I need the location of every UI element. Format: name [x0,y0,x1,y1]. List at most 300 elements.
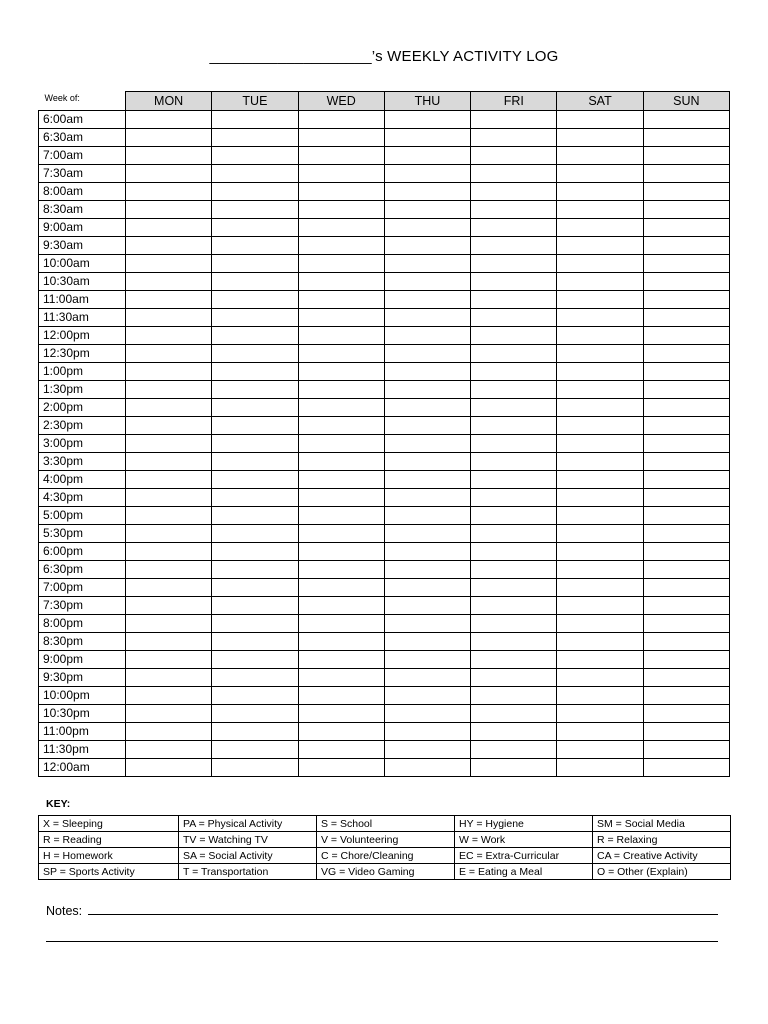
key-entry: O = Other (Explain) [593,864,731,880]
activity-cell[interactable] [471,416,557,434]
activity-cell[interactable] [126,326,212,344]
activity-cell[interactable] [557,740,643,758]
activity-cell[interactable] [212,362,298,380]
time-row [39,722,730,740]
activity-cell[interactable] [298,416,384,434]
activity-cell[interactable] [212,110,298,128]
activity-cell[interactable] [212,182,298,200]
activity-cell[interactable] [298,686,384,704]
key-entry: TV = Watching TV [179,832,317,848]
activity-cell[interactable] [298,668,384,686]
activity-cell[interactable] [212,200,298,218]
activity-cell[interactable] [298,344,384,362]
activity-cell[interactable] [384,452,470,470]
activity-cell[interactable] [643,488,729,506]
activity-cell[interactable] [126,398,212,416]
activity-cell[interactable] [126,704,212,722]
activity-cell[interactable] [643,146,729,164]
activity-cell[interactable] [557,668,643,686]
activity-cell[interactable] [212,542,298,560]
activity-cell[interactable] [212,632,298,650]
activity-cell[interactable] [643,722,729,740]
time-row [39,128,730,146]
activity-cell[interactable] [212,290,298,308]
activity-cell[interactable] [212,524,298,542]
key-entry: VG = Video Gaming [317,864,455,880]
activity-cell[interactable] [126,218,212,236]
activity-cell[interactable] [643,578,729,596]
activity-cell[interactable] [643,110,729,128]
activity-cell[interactable] [471,200,557,218]
activity-cell[interactable] [471,128,557,146]
activity-cell[interactable] [298,290,384,308]
activity-cell[interactable] [384,560,470,578]
activity-cell[interactable] [212,434,298,452]
activity-cell[interactable] [298,578,384,596]
activity-cell[interactable] [643,416,729,434]
activity-cell[interactable] [212,236,298,254]
activity-cell[interactable] [212,614,298,632]
activity-cell[interactable] [471,110,557,128]
activity-cell[interactable] [384,110,470,128]
time-label: 4:00pm [39,470,126,488]
activity-cell[interactable] [212,758,298,776]
activity-cell[interactable] [384,632,470,650]
activity-log-table [38,91,730,777]
activity-cell[interactable] [471,542,557,560]
time-row [39,146,730,164]
activity-cell[interactable] [298,254,384,272]
activity-cell[interactable] [471,722,557,740]
time-row [39,200,730,218]
activity-cell[interactable] [471,434,557,452]
activity-cell[interactable] [384,614,470,632]
activity-cell[interactable] [471,452,557,470]
activity-cell[interactable] [471,758,557,776]
activity-cell[interactable] [384,758,470,776]
activity-cell[interactable] [212,128,298,146]
activity-cell[interactable] [212,452,298,470]
time-label: 9:00am [39,218,126,236]
activity-cell[interactable] [384,236,470,254]
time-label: 11:00am [39,290,126,308]
activity-cell[interactable] [126,686,212,704]
activity-cell[interactable] [384,218,470,236]
activity-cell[interactable] [384,362,470,380]
activity-cell[interactable] [557,614,643,632]
time-label: 5:00pm [39,506,126,524]
activity-cell[interactable] [212,254,298,272]
activity-cell[interactable] [557,686,643,704]
time-row [39,524,730,542]
activity-cell[interactable] [212,272,298,290]
activity-cell[interactable] [384,272,470,290]
activity-cell[interactable] [212,506,298,524]
activity-cell[interactable] [384,146,470,164]
activity-cell[interactable] [212,308,298,326]
activity-cell[interactable] [298,722,384,740]
activity-cell[interactable] [298,542,384,560]
activity-cell[interactable] [126,524,212,542]
activity-cell[interactable] [643,542,729,560]
activity-cell[interactable] [643,236,729,254]
activity-cell[interactable] [212,704,298,722]
activity-cell[interactable] [557,344,643,362]
activity-cell[interactable] [384,398,470,416]
activity-cell[interactable] [126,380,212,398]
activity-cell[interactable] [557,236,643,254]
activity-cell[interactable] [126,272,212,290]
activity-cell[interactable] [298,272,384,290]
activity-cell[interactable] [212,344,298,362]
activity-cell[interactable] [298,236,384,254]
activity-cell[interactable] [471,398,557,416]
activity-cell[interactable] [471,470,557,488]
activity-cell[interactable] [557,272,643,290]
activity-cell[interactable] [212,578,298,596]
activity-cell[interactable] [384,200,470,218]
activity-cell[interactable] [384,326,470,344]
activity-cell[interactable] [126,452,212,470]
activity-cell[interactable] [126,560,212,578]
time-row [39,596,730,614]
activity-cell[interactable] [298,398,384,416]
activity-cell[interactable] [643,398,729,416]
activity-cell[interactable] [212,596,298,614]
activity-cell[interactable] [557,542,643,560]
activity-cell[interactable] [557,704,643,722]
activity-cell[interactable] [298,740,384,758]
activity-cell[interactable] [643,614,729,632]
activity-cell[interactable] [298,164,384,182]
activity-cell[interactable] [384,470,470,488]
activity-cell[interactable] [471,326,557,344]
activity-cell[interactable] [471,290,557,308]
activity-cell[interactable] [557,308,643,326]
time-label: 10:00am [39,254,126,272]
activity-cell[interactable] [126,362,212,380]
activity-cell[interactable] [384,740,470,758]
activity-cell[interactable] [384,542,470,560]
activity-cell[interactable] [298,146,384,164]
time-row [39,164,730,182]
activity-cell[interactable] [126,758,212,776]
activity-cell[interactable] [212,686,298,704]
activity-cell[interactable] [557,758,643,776]
activity-cell[interactable] [384,164,470,182]
activity-cell[interactable] [557,506,643,524]
key-entry: H = Homework [39,848,179,864]
activity-cell[interactable] [384,416,470,434]
activity-cell[interactable] [384,704,470,722]
activity-cell[interactable] [298,128,384,146]
activity-cell[interactable] [643,470,729,488]
activity-cell[interactable] [212,146,298,164]
activity-cell[interactable] [643,272,729,290]
activity-cell[interactable] [126,146,212,164]
activity-cell[interactable] [126,722,212,740]
activity-cell[interactable] [212,416,298,434]
key-entry: W = Work [455,832,593,848]
activity-cell[interactable] [557,182,643,200]
activity-cell[interactable] [471,578,557,596]
activity-cell[interactable] [384,488,470,506]
notes-line[interactable] [88,902,718,915]
activity-cell[interactable] [126,542,212,560]
activity-cell[interactable] [126,632,212,650]
activity-cell[interactable] [298,326,384,344]
activity-cell[interactable] [471,560,557,578]
activity-cell[interactable] [643,200,729,218]
activity-cell[interactable] [298,434,384,452]
activity-cell[interactable] [643,650,729,668]
activity-cell[interactable] [557,164,643,182]
activity-cell[interactable] [384,254,470,272]
activity-cell[interactable] [557,470,643,488]
activity-cell[interactable] [126,650,212,668]
activity-cell[interactable] [384,524,470,542]
activity-cell[interactable] [471,344,557,362]
activity-cell[interactable] [298,506,384,524]
activity-cell[interactable] [643,596,729,614]
time-label: 6:30am [39,128,126,146]
activity-cell[interactable] [471,236,557,254]
time-row [39,218,730,236]
activity-cell[interactable] [557,110,643,128]
activity-cell[interactable] [126,740,212,758]
activity-cell[interactable] [557,128,643,146]
activity-cell[interactable] [126,182,212,200]
activity-cell[interactable] [643,380,729,398]
activity-cell[interactable] [298,614,384,632]
activity-cell[interactable] [471,146,557,164]
activity-cell[interactable] [298,560,384,578]
activity-cell[interactable] [643,524,729,542]
activity-cell[interactable] [471,308,557,326]
time-label: 11:00pm [39,722,126,740]
activity-cell[interactable] [384,344,470,362]
activity-log-body [39,110,730,776]
activity-cell[interactable] [298,110,384,128]
activity-cell[interactable] [557,488,643,506]
activity-cell[interactable] [126,308,212,326]
activity-cell[interactable] [126,416,212,434]
activity-cell[interactable] [643,308,729,326]
activity-cell[interactable] [643,686,729,704]
activity-cell[interactable] [384,434,470,452]
activity-cell[interactable] [643,254,729,272]
activity-cell[interactable] [126,578,212,596]
activity-cell[interactable] [471,380,557,398]
activity-cell[interactable] [212,470,298,488]
activity-cell[interactable] [471,272,557,290]
activity-cell[interactable] [557,380,643,398]
activity-cell[interactable] [384,380,470,398]
activity-cell[interactable] [471,254,557,272]
key-entry: SA = Social Activity [179,848,317,864]
activity-cell[interactable] [471,614,557,632]
activity-cell[interactable] [126,344,212,362]
activity-cell[interactable] [643,506,729,524]
activity-cell[interactable] [298,218,384,236]
activity-cell[interactable] [126,470,212,488]
week-of-label[interactable]: Week of: [44,92,80,103]
activity-cell[interactable] [557,524,643,542]
time-label: 7:30pm [39,596,126,614]
activity-cell[interactable] [384,686,470,704]
activity-cell[interactable] [471,668,557,686]
activity-cell[interactable] [126,434,212,452]
activity-cell[interactable] [212,722,298,740]
activity-cell[interactable] [126,110,212,128]
activity-cell[interactable] [212,560,298,578]
activity-cell[interactable] [471,704,557,722]
activity-cell[interactable] [298,182,384,200]
time-label: 4:30pm [39,488,126,506]
activity-cell[interactable] [384,578,470,596]
activity-cell[interactable] [298,452,384,470]
activity-cell[interactable] [126,596,212,614]
activity-cell[interactable] [298,704,384,722]
activity-cell[interactable] [384,128,470,146]
activity-cell[interactable] [212,650,298,668]
activity-cell[interactable] [643,344,729,362]
activity-cell[interactable] [212,488,298,506]
activity-cell[interactable] [126,200,212,218]
notes-line-2[interactable] [46,941,718,942]
activity-cell[interactable] [384,290,470,308]
activity-cell[interactable] [557,632,643,650]
activity-cell[interactable] [557,578,643,596]
activity-cell[interactable] [298,650,384,668]
activity-cell[interactable] [298,758,384,776]
activity-cell[interactable] [126,614,212,632]
activity-cell[interactable] [643,128,729,146]
activity-cell[interactable] [557,200,643,218]
activity-cell[interactable] [126,164,212,182]
activity-cell[interactable] [298,470,384,488]
activity-cell[interactable] [643,452,729,470]
activity-cell[interactable] [557,650,643,668]
activity-cell[interactable] [471,488,557,506]
activity-cell[interactable] [384,650,470,668]
activity-cell[interactable] [643,704,729,722]
activity-cell[interactable] [643,758,729,776]
time-label: 10:30am [39,272,126,290]
activity-cell[interactable] [384,668,470,686]
activity-cell[interactable] [557,398,643,416]
activity-cell[interactable] [557,416,643,434]
activity-cell[interactable] [212,380,298,398]
activity-cell[interactable] [471,632,557,650]
time-row [39,290,730,308]
activity-cell[interactable] [557,722,643,740]
activity-cell[interactable] [557,452,643,470]
activity-cell[interactable] [643,218,729,236]
activity-cell[interactable] [557,362,643,380]
activity-cell[interactable] [557,560,643,578]
activity-cell[interactable] [298,380,384,398]
activity-cell[interactable] [471,182,557,200]
activity-cell[interactable] [471,362,557,380]
activity-cell[interactable] [643,290,729,308]
time-row [39,650,730,668]
time-row [39,686,730,704]
key-entry: V = Volunteering [317,832,455,848]
activity-cell[interactable] [212,326,298,344]
activity-cell[interactable] [126,236,212,254]
activity-cell[interactable] [298,308,384,326]
time-row [39,578,730,596]
activity-cell[interactable] [212,218,298,236]
activity-cell[interactable] [643,632,729,650]
day-header: TUE [212,92,298,111]
activity-cell[interactable] [126,668,212,686]
activity-cell[interactable] [212,740,298,758]
activity-cell[interactable] [126,290,212,308]
activity-cell[interactable] [298,200,384,218]
activity-cell[interactable] [643,560,729,578]
activity-cell[interactable] [471,218,557,236]
activity-cell[interactable] [126,506,212,524]
activity-cell[interactable] [471,740,557,758]
activity-cell[interactable] [471,650,557,668]
activity-cell[interactable] [384,182,470,200]
activity-cell[interactable] [557,326,643,344]
activity-cell[interactable] [126,254,212,272]
activity-cell[interactable] [384,506,470,524]
activity-cell[interactable] [126,128,212,146]
activity-cell[interactable] [643,362,729,380]
activity-cell[interactable] [643,164,729,182]
activity-cell[interactable] [643,326,729,344]
activity-cell[interactable] [557,254,643,272]
activity-cell[interactable] [471,164,557,182]
activity-cell[interactable] [298,524,384,542]
activity-cell[interactable] [557,146,643,164]
activity-cell[interactable] [557,218,643,236]
activity-cell[interactable] [471,686,557,704]
activity-cell[interactable] [212,164,298,182]
activity-cell[interactable] [298,596,384,614]
activity-cell[interactable] [384,596,470,614]
activity-cell[interactable] [298,632,384,650]
activity-cell[interactable] [212,398,298,416]
activity-cell[interactable] [126,488,212,506]
activity-cell[interactable] [471,596,557,614]
activity-cell[interactable] [557,596,643,614]
activity-cell[interactable] [384,722,470,740]
activity-cell[interactable] [643,668,729,686]
time-row [39,182,730,200]
activity-cell[interactable] [643,434,729,452]
time-row [39,740,730,758]
activity-cell[interactable] [471,524,557,542]
time-row [39,614,730,632]
activity-cell[interactable] [384,308,470,326]
activity-cell[interactable] [643,182,729,200]
time-row [39,380,730,398]
activity-cell[interactable] [557,434,643,452]
activity-cell[interactable] [298,488,384,506]
activity-cell[interactable] [298,362,384,380]
activity-cell[interactable] [212,668,298,686]
activity-cell[interactable] [557,290,643,308]
key-row [39,864,731,880]
time-label: 1:30pm [39,380,126,398]
activity-cell[interactable] [471,506,557,524]
activity-cell[interactable] [643,740,729,758]
